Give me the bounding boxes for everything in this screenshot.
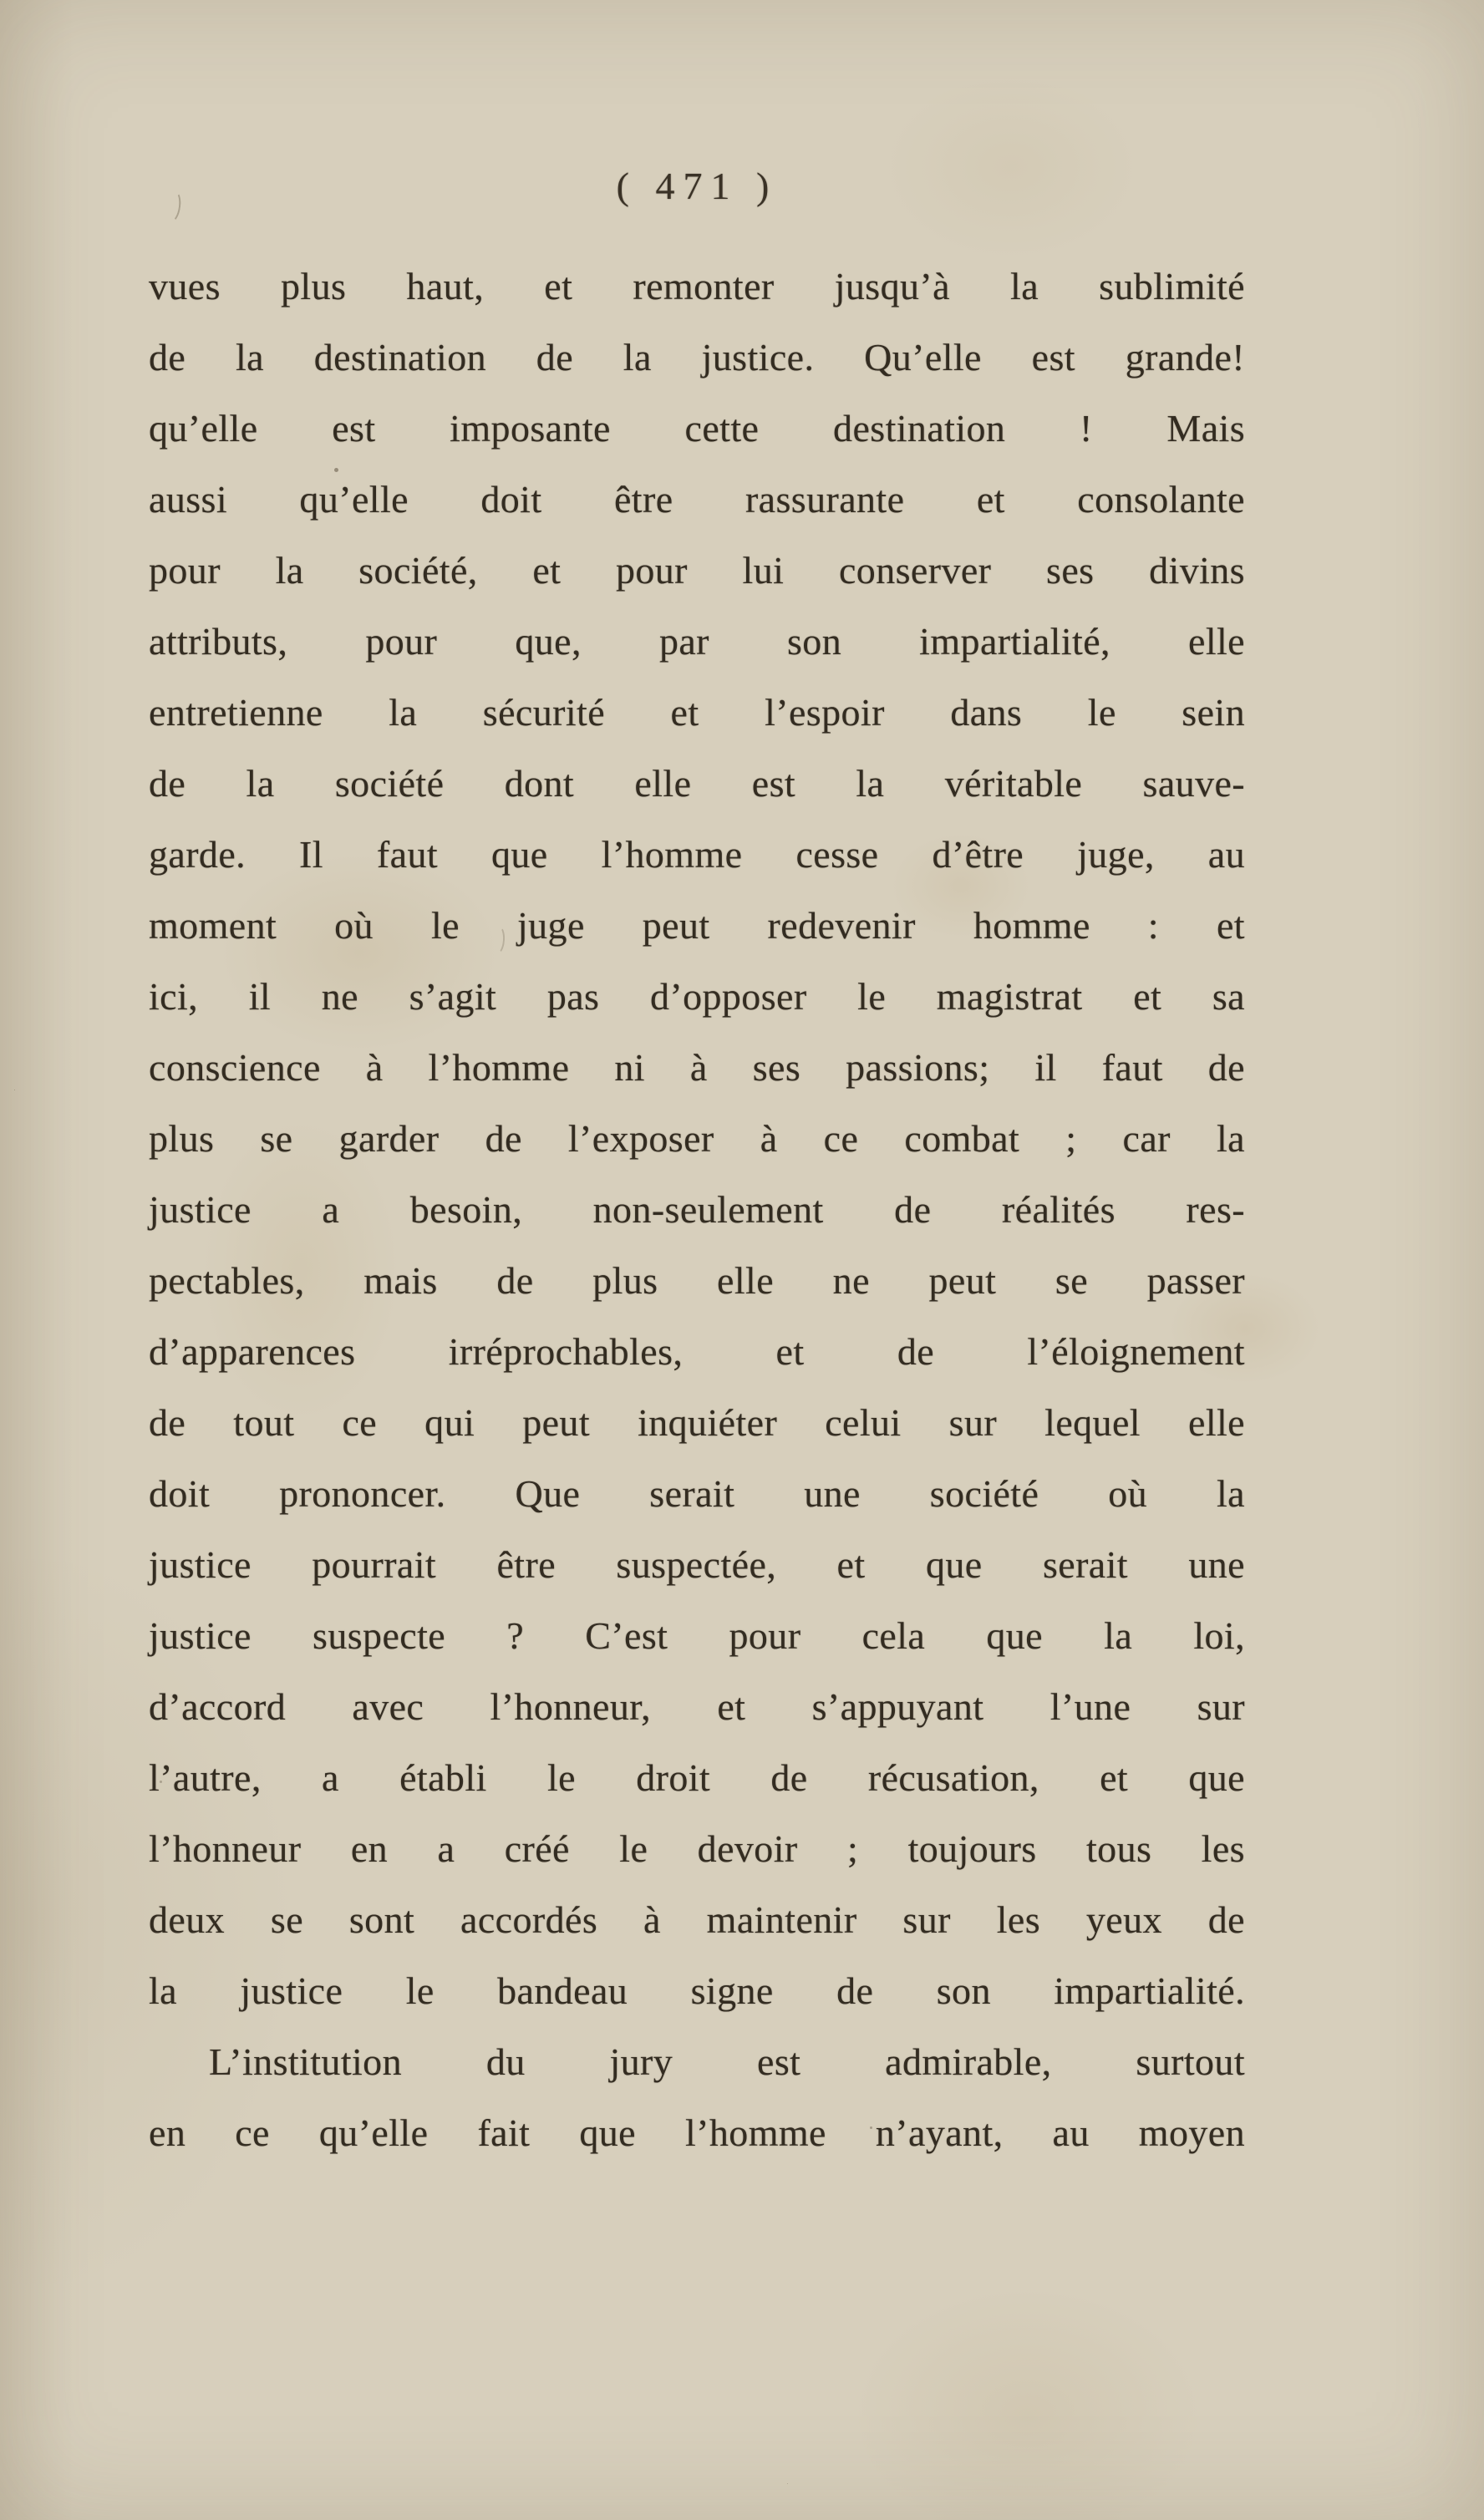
text-line: plus se garder de l’exposer à ce combat ; car la [149, 1117, 1245, 1160]
text-line: l’autre, a établi le droit de récusation, et que [149, 1756, 1245, 1799]
text-line: d’accord avec l’honneur, et s’appuyant l’une sur [149, 1685, 1245, 1728]
text-block [149, 251, 1245, 2168]
text-line: justice pourrait être suspectée, et que serait une [149, 1543, 1245, 1586]
text-line: moment où le juge peut redevenir homme : et [149, 904, 1245, 947]
text-line: attributs, pour que, par son impartialité, elle [149, 620, 1245, 663]
text-line: aussi qu’elle doit être rassurante et consolante [149, 478, 1245, 521]
text-line: pectables, mais de plus elle ne peut se passer [149, 1259, 1245, 1302]
text-line: en ce qu’elle fait que l’homme n’ayant, au moyen [149, 2111, 1245, 2154]
text-line: pour la société, et pour lui conserver ses divins [149, 549, 1245, 592]
text-line: deux se sont accordés à maintenir sur les yeux de [149, 1898, 1245, 1941]
text-line: de la société dont elle est la véritable sauve- [149, 762, 1245, 805]
text-line: l’honneur en a créé le devoir ; toujours tous les [149, 1827, 1245, 1870]
page-number: ( 471 ) [616, 165, 778, 207]
text-line: de tout ce qui peut inquiéter celui sur lequel elle [149, 1401, 1245, 1444]
text-line: conscience à l’homme ni à ses passions; il faut de [149, 1046, 1245, 1089]
text-line: doit prononcer. Que serait une société où la [149, 1472, 1245, 1515]
text-line: entretienne la sécurité et l’espoir dans le sein [149, 691, 1245, 734]
paper-speck [334, 468, 338, 472]
text-line: justice a besoin, non-seulement de réalités res- [149, 1188, 1245, 1231]
text-line: ici, il ne s’agit pas d’opposer le magistrat et sa [149, 975, 1245, 1018]
text-line: de la destination de la justice. Qu’elle est grande! [149, 336, 1245, 379]
text-line: la justice le bandeau signe de son impartialité. [149, 1969, 1245, 2012]
text-line: qu’elle est imposante cette destination ! Mais [149, 407, 1245, 450]
text-line: vues plus haut, et remonter jusqu’à la sublimité [149, 265, 1245, 307]
text-line: justice suspecte ? C’est pour cela que la loi, [149, 1614, 1245, 1657]
text-line: L’institution du jury est admirable, surtout [209, 2040, 1245, 2083]
text-line: garde. Il faut que l’homme cesse d’être juge, au [149, 833, 1245, 876]
text-line: d’apparences irréprochables, et de l’éloignement [149, 1330, 1245, 1373]
